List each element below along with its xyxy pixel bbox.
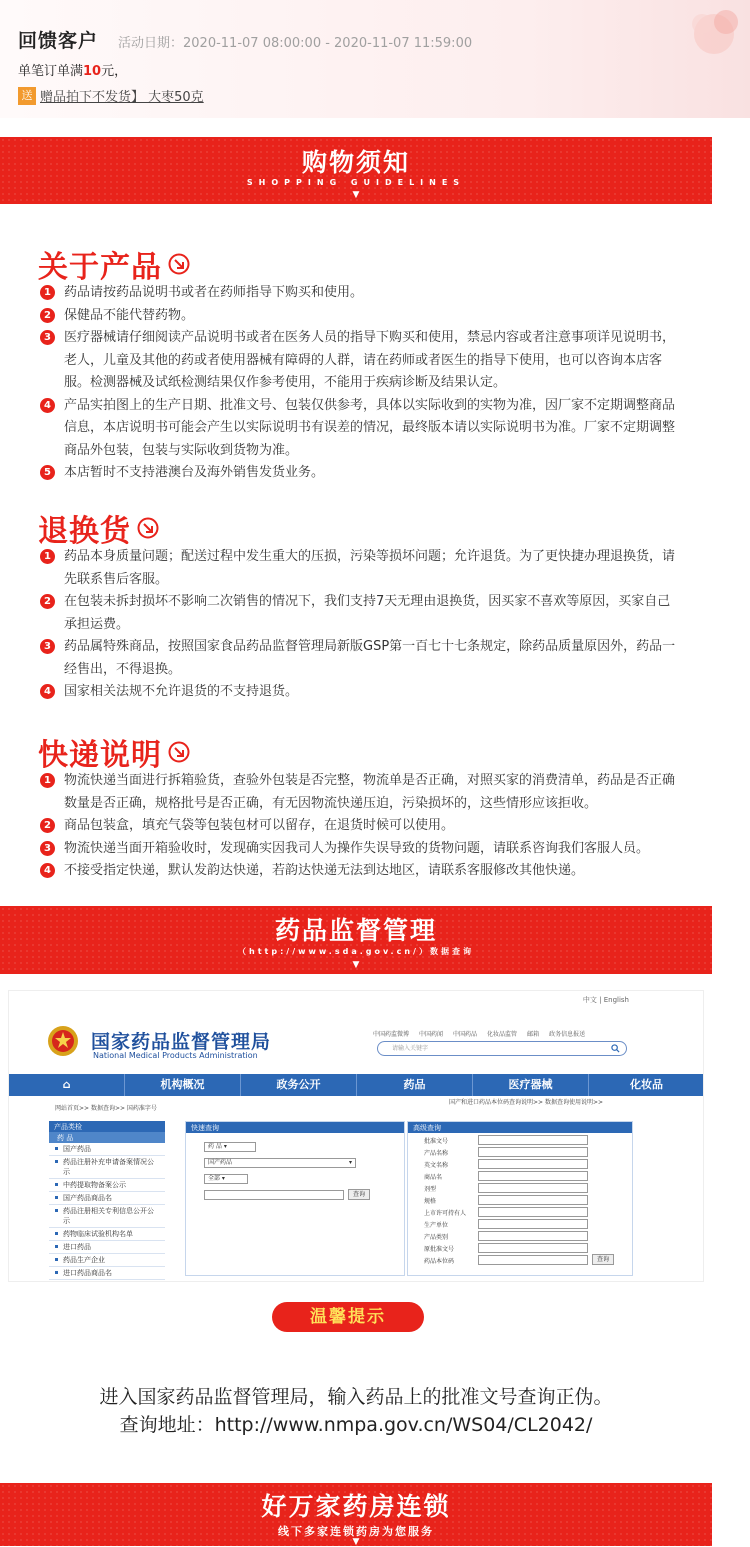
field-label: 原批准文号	[424, 1246, 455, 1253]
list-item: 3 医疗器械请仔细阅读产品说明书或者在医务人员的指导下购买和使用，禁忌内容或者注意事项详见说明书，老人，儿童及其他的药或者使用器械有障碍的人群，请在药师或者医生的指导下使用，也可以咨询本店客服。检测器械及试纸检测结果仅作参考使用，不能用于疾病诊断及结果认定。	[40, 327, 680, 395]
arrow-circle-icon	[137, 517, 159, 539]
field-label: 产品名称	[424, 1150, 449, 1157]
number-badge-icon: 3	[40, 639, 55, 654]
delivery-notice-list	[40, 770, 680, 883]
pharmacy-chain-banner	[0, 1483, 712, 1546]
text-field[interactable]	[478, 1207, 588, 1217]
field-label: 药品本位码	[424, 1258, 455, 1265]
text-field[interactable]	[478, 1183, 588, 1193]
help-links[interactable]: 国产和进口药品本位码查询说明>> 数据查询使用说明>>	[449, 1099, 604, 1106]
top-link[interactable]: 政务信息报送	[549, 1031, 586, 1038]
panel-header: 高级查询	[408, 1122, 632, 1133]
main-nav	[9, 1074, 704, 1096]
flower-decoration-icon	[674, 4, 744, 74]
list-item: 2 在包装未拆封损坏不影响二次销售的情况下，我们支持7天无理由退换货，因买家不喜欢等原因，买家自己承担运费。	[40, 591, 680, 636]
section-title-returns: 退换货	[38, 506, 159, 550]
field-label: 规格	[424, 1198, 437, 1205]
list-item: 4 不接受指定快递，默认发韵达快递，若韵达快递无法到达地区，请联系客服修改其他快递。	[40, 860, 680, 883]
number-badge-icon: 5	[40, 465, 55, 480]
top-link[interactable]: 中国药监微博	[373, 1031, 410, 1038]
top-links	[373, 1029, 585, 1038]
section-title-delivery: 快递说明	[38, 730, 190, 774]
text-field[interactable]	[478, 1135, 588, 1145]
number-badge-icon: 1	[40, 773, 55, 788]
list-item: 3 药品属特殊商品，按照国家食品药品监督管理局新版GSP第一百七十七条规定，除药品质量原因外，药品一经售出，不得退换。	[40, 636, 680, 681]
text-field[interactable]	[478, 1171, 588, 1181]
subcategory-select[interactable]: 国产药品 ▾	[204, 1158, 356, 1168]
footer-title: 好万家药房连锁	[261, 1492, 451, 1521]
advanced-search-button[interactable]: 查询	[592, 1254, 614, 1265]
drug-supervision-banner	[0, 906, 712, 974]
arrow-circle-icon	[168, 741, 190, 763]
quick-search-button[interactable]: 查询	[348, 1189, 370, 1200]
sidebar-item[interactable]: 药品注册相关专利信息公开公示	[49, 1205, 165, 1228]
top-link[interactable]: 中国药品	[453, 1031, 478, 1038]
text-field[interactable]	[478, 1195, 588, 1205]
nav-item[interactable]: 机构概况	[125, 1074, 241, 1096]
returns-notice-list	[40, 546, 680, 704]
nav-item[interactable]: 政务公开	[241, 1074, 357, 1096]
field-label: 剂型	[424, 1186, 437, 1193]
top-link[interactable]: 中国药闻	[419, 1031, 444, 1038]
national-emblem-icon	[47, 1025, 79, 1057]
section-title-product: 关于产品	[38, 242, 190, 286]
field-label: 商品名	[424, 1174, 443, 1181]
number-badge-icon: 4	[40, 398, 55, 413]
sda-website-screenshot	[8, 990, 704, 1282]
advanced-search-panel	[407, 1121, 633, 1276]
list-item: 2 商品包装盒，填充气袋等包装包材可以留存，在退货时候可以使用。	[40, 815, 680, 838]
breadcrumb: 网站首页>> 数据查询>> 国药准字号	[55, 1105, 157, 1112]
text-field[interactable]	[478, 1147, 588, 1157]
sidebar	[49, 1121, 165, 1280]
tip-badge: 温馨提示	[272, 1302, 424, 1332]
text-field[interactable]	[478, 1255, 588, 1265]
number-badge-icon: 2	[40, 594, 55, 609]
list-item: 5 本店暂时不支持港澳台及海外销售发货业务。	[40, 462, 680, 485]
number-badge-icon: 3	[40, 841, 55, 856]
down-arrow-icon: ▼	[352, 190, 360, 200]
sidebar-item[interactable]: 中药提取物备案公示	[49, 1179, 165, 1192]
text-field[interactable]	[478, 1219, 588, 1229]
quick-search-panel	[185, 1121, 405, 1276]
list-item: 4 国家相关法规不允许退货的不支持退货。	[40, 681, 680, 704]
nav-home-icon[interactable]: ⌂	[9, 1074, 125, 1096]
panel-header: 快速查询	[186, 1122, 404, 1133]
keyword-input[interactable]	[204, 1190, 344, 1200]
top-link[interactable]: 邮箱	[527, 1031, 540, 1038]
text-field[interactable]	[478, 1159, 588, 1169]
promo-header	[0, 0, 750, 118]
down-arrow-icon: ▼	[352, 960, 360, 970]
nav-item[interactable]: 药品	[357, 1074, 473, 1096]
top-link[interactable]: 化妆品监管	[487, 1031, 518, 1038]
number-badge-icon: 1	[40, 549, 55, 564]
list-item: 4 产品实拍图上的生产日期、批准文号、包装仅供参考，具体以实际收到的实物为准，因厂家不定期调整商品信息，本店说明书可能会产生以实际说明书有误差的情况，最终版本请以实际说明书为准。厂家不定期调整商品外包装，包装与实际收到货物为准。	[40, 395, 680, 463]
field-label: 批准文号	[424, 1138, 449, 1145]
shopping-guidelines-banner	[0, 137, 712, 204]
site-name-en: National Medical Products Administration	[93, 1051, 258, 1060]
sidebar-item[interactable]: 药物临床试验机构名单	[49, 1228, 165, 1241]
banner-subtitle: （http://www.sda.gov.cn/）数据查询	[238, 947, 474, 956]
banner-title: 药品监督管理	[274, 916, 437, 945]
arrow-circle-icon	[168, 253, 190, 275]
field-label: 生产单位	[424, 1222, 449, 1229]
product-notice-list	[40, 282, 680, 485]
gift-link[interactable]: 赠品拍下不发货】 大枣50克	[40, 90, 204, 105]
number-badge-icon: 1	[40, 285, 55, 300]
search-input[interactable]: 请输入关键字	[377, 1041, 627, 1056]
text-field[interactable]	[478, 1231, 588, 1241]
promo-gift[interactable]	[18, 86, 204, 105]
list-item: 1 物流快递当面进行拆箱验货，查验外包装是否完整，物流单是否正确，对照买家的消费清单，药品是否正确数量是否正确，规格批号是否正确，有无因物流快递压迫，污染损坏的，这些情形应该拒收。	[40, 770, 680, 815]
list-item: 2 保健品不能代替药物。	[40, 305, 680, 328]
sidebar-item[interactable]: 国产药品	[49, 1143, 165, 1156]
nav-item[interactable]: 化妆品	[589, 1074, 704, 1096]
list-item: 3 物流快递当面开箱验收时，发现确实因我司人为操作失误导致的货物问题，请联系咨询我们客服人员。	[40, 838, 680, 861]
number-badge-icon: 4	[40, 863, 55, 878]
category-select[interactable]: 药 品 ▾	[204, 1142, 256, 1152]
sidebar-subheader: 药 品	[49, 1132, 165, 1143]
site-name: 国家药品监督管理局	[91, 1031, 272, 1053]
promo-title: 回馈客户	[18, 30, 99, 52]
number-badge-icon: 3	[40, 330, 55, 345]
sidebar-item[interactable]: 药品注册补充申请备案情况公示	[49, 1156, 165, 1179]
nav-item[interactable]: 医疗器械	[473, 1074, 589, 1096]
field-label: 上市许可持有人	[424, 1210, 467, 1217]
tip-line-1: 进入国家药品监督管理局，输入药品上的批准文号查询正伪。	[99, 1386, 613, 1408]
text-field[interactable]	[478, 1243, 588, 1253]
number-badge-icon: 4	[40, 684, 55, 699]
language-switch[interactable]: 中文 | English	[582, 996, 629, 1004]
sidebar-item[interactable]: 国产药品商品名	[49, 1192, 165, 1205]
sidebar-item[interactable]: 药品生产企业	[49, 1254, 165, 1267]
list-item: 1 药品请按药品说明书或者在药师指导下购买和使用。	[40, 282, 680, 305]
banner-title: 购物须知	[301, 148, 410, 177]
number-badge-icon: 2	[40, 818, 55, 833]
banner-subtitle: SHOPPING GUIDELINES	[246, 178, 466, 187]
gift-tag-icon: 送	[18, 87, 36, 105]
promo-rule: 单笔订单满10元，	[18, 64, 128, 79]
search-icon[interactable]	[611, 1044, 620, 1053]
down-arrow-icon: ▼	[352, 1537, 360, 1547]
field-label: 英文名称	[424, 1162, 449, 1169]
field-label: 产品类别	[424, 1234, 449, 1241]
footer-subtitle: 线下多家连锁药房为您服务	[278, 1525, 434, 1538]
sidebar-item[interactable]: 进口药品商品名	[49, 1267, 165, 1280]
scope-select[interactable]: 全部 ▾	[204, 1174, 248, 1184]
number-badge-icon: 2	[40, 308, 55, 323]
sidebar-header: 产品类检	[49, 1121, 165, 1132]
list-item: 1 药品本身质量问题；配送过程中发生重大的压损，污染等损坏问题；允许退货。为了更快捷办理退换货，请先联系售后客服。	[40, 546, 680, 591]
sidebar-item[interactable]: 进口药品	[49, 1241, 165, 1254]
promo-date: 活动日期：2020-11-07 08:00:00 - 2020-11-07 11:59:00	[118, 36, 473, 51]
tip-line-2: 查询地址：http://www.nmpa.gov.cn/WS04/CL2042/	[119, 1414, 593, 1436]
